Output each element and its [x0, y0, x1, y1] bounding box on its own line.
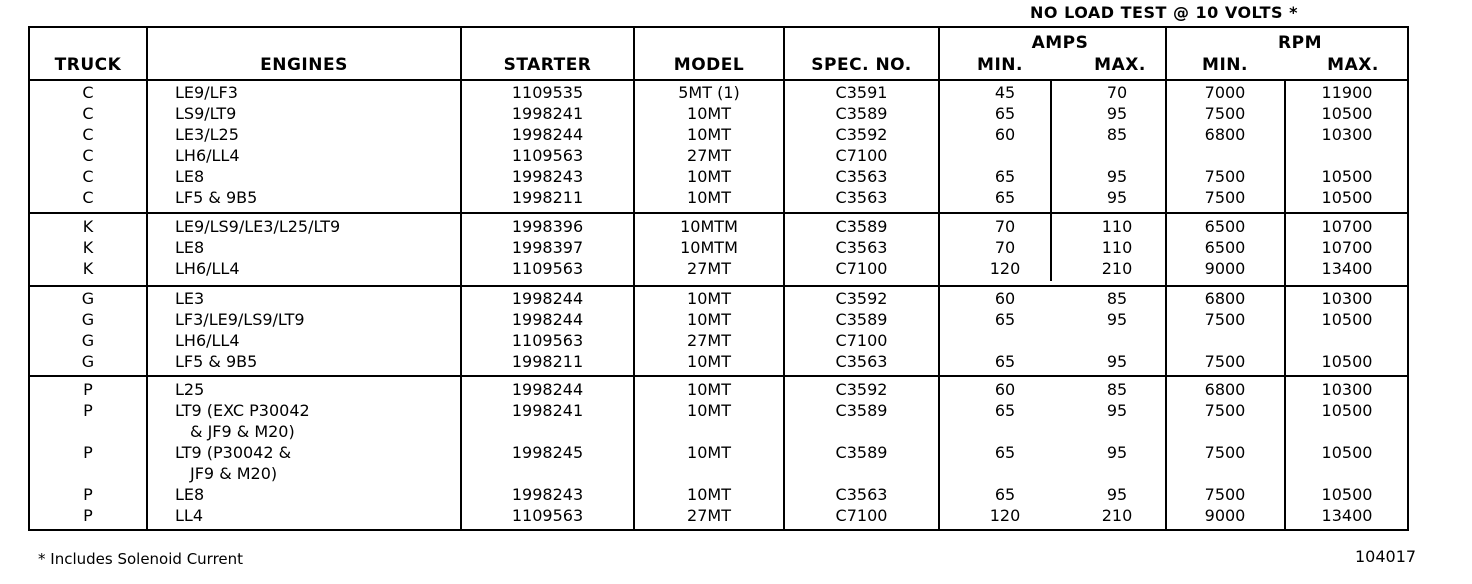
cell-model: 10MT: [687, 289, 731, 308]
cell-spec: C3589: [835, 443, 888, 462]
cell-engines: LE8: [175, 238, 205, 257]
cell-rmax: 10500: [1321, 188, 1373, 207]
cell-engines: LT9 (P30042 &: [175, 443, 292, 462]
cell-starter: 1998397: [511, 238, 584, 257]
cell-rmin: 7500: [1204, 352, 1246, 371]
cell-starter: 1998243: [511, 167, 584, 186]
cell-spec: C3589: [835, 401, 888, 420]
cell-rmax: 10500: [1321, 310, 1373, 329]
cell-rmax: 10500: [1321, 485, 1373, 504]
cell-starter: 1109563: [511, 331, 584, 350]
cell-amax: 95: [1106, 310, 1128, 329]
cell-engines: LT9 (EXC P30042: [175, 401, 310, 420]
cell-spec: C3592: [835, 289, 888, 308]
cell-rmax: 10300: [1321, 125, 1373, 144]
header-rpm-max: MAX.: [1327, 55, 1379, 75]
cell-rmax: 10700: [1321, 238, 1373, 257]
cell-engines: LE9/LS9/LE3/L25/LT9: [175, 217, 341, 236]
cell-amax: 95: [1106, 167, 1128, 186]
cell-engines-line2: & JF9 & M20): [190, 422, 295, 441]
cell-starter: 1998245: [511, 443, 584, 462]
cell-rmin: 6800: [1204, 380, 1246, 399]
cell-amax: 95: [1106, 188, 1128, 207]
cell-amin: 65: [994, 167, 1016, 186]
cell-amin: 60: [994, 380, 1016, 399]
header-rpm-min: MIN.: [1202, 55, 1248, 75]
col-divider: [146, 26, 148, 531]
cell-amax: 85: [1106, 289, 1128, 308]
cell-spec: C3589: [835, 104, 888, 123]
no-load-test-note: NO LOAD TEST @ 10 VOLTS *: [1030, 3, 1298, 22]
cell-amax: 70: [1106, 83, 1128, 102]
header-amps: AMPS: [1031, 33, 1089, 53]
cell-model: 10MT: [687, 310, 731, 329]
cell-truck: C: [82, 167, 94, 186]
cell-truck: P: [83, 380, 93, 399]
cell-spec: C3592: [835, 380, 888, 399]
cell-engines: LE3: [175, 289, 205, 308]
cell-truck: P: [83, 485, 93, 504]
cell-spec: C7100: [835, 331, 888, 350]
cell-model: 27MT: [687, 331, 731, 350]
cell-amin: 65: [994, 485, 1016, 504]
cell-engines: LL4: [175, 506, 204, 525]
header-amps-max: MAX.: [1094, 55, 1146, 75]
cell-amin: 120: [989, 259, 1021, 278]
cell-amin: 65: [994, 401, 1016, 420]
cell-spec: C3563: [835, 238, 888, 257]
cell-amax: 95: [1106, 443, 1128, 462]
cell-engines: L25: [175, 380, 205, 399]
cell-spec: C3563: [835, 167, 888, 186]
cell-model: 10MT: [687, 104, 731, 123]
cell-starter: 1998241: [511, 104, 584, 123]
cell-model: 27MT: [687, 146, 731, 165]
cell-rmin: 7500: [1204, 443, 1246, 462]
cell-spec: C3589: [835, 310, 888, 329]
cell-model: 10MTM: [680, 238, 738, 257]
cell-model: 10MT: [687, 380, 731, 399]
footnote: * Includes Solenoid Current: [38, 550, 244, 568]
cell-engines: LH6/LL4: [175, 146, 240, 165]
cell-rmin: 6800: [1204, 289, 1246, 308]
col-divider: [938, 26, 940, 531]
cell-truck: C: [82, 188, 94, 207]
cell-amin: 65: [994, 104, 1016, 123]
cell-model: 27MT: [687, 506, 731, 525]
header-spec-no: SPEC. NO.: [811, 55, 912, 75]
cell-starter: 1109563: [511, 259, 584, 278]
cell-truck: P: [83, 443, 93, 462]
cell-amin: 65: [994, 443, 1016, 462]
cell-spec: C3589: [835, 217, 888, 236]
cell-model: 10MT: [687, 188, 731, 207]
cell-amin: 45: [994, 83, 1016, 102]
cell-rmin: 7500: [1204, 188, 1246, 207]
cell-model: 10MT: [687, 167, 731, 186]
cell-truck: C: [82, 125, 94, 144]
cell-amax: 110: [1101, 217, 1133, 236]
cell-model: 10MT: [687, 485, 731, 504]
cell-amax: 85: [1106, 125, 1128, 144]
cell-amin: 60: [994, 289, 1016, 308]
cell-starter: 1998211: [511, 188, 584, 207]
cell-starter: 1109563: [511, 506, 584, 525]
cell-amin: 65: [994, 188, 1016, 207]
cell-spec: C3563: [835, 188, 888, 207]
header-starter: STARTER: [503, 55, 592, 75]
cell-rmin: 7500: [1204, 167, 1246, 186]
cell-starter: 1998244: [511, 289, 584, 308]
cell-truck: G: [81, 310, 95, 329]
cell-rmin: 9000: [1204, 259, 1246, 278]
cell-rmax: 10300: [1321, 289, 1373, 308]
cell-rmax: 10500: [1321, 443, 1373, 462]
col-divider: [1284, 80, 1286, 531]
cell-engines: LF3/LE9/LS9/LT9: [175, 310, 305, 329]
header-rpm: RPM: [1278, 33, 1322, 53]
cell-spec: C3563: [835, 485, 888, 504]
cell-rmax: 11900: [1321, 83, 1373, 102]
header-amps-min: MIN.: [977, 55, 1023, 75]
cell-amin: 120: [989, 506, 1021, 525]
cell-amin: 70: [994, 238, 1016, 257]
cell-starter: 1998244: [511, 125, 584, 144]
cell-engines: LS9/LT9: [175, 104, 237, 123]
cell-amax: 95: [1106, 352, 1128, 371]
cell-rmin: 6500: [1204, 238, 1246, 257]
group-divider: [28, 285, 1409, 287]
cell-rmax: 13400: [1321, 506, 1373, 525]
cell-engines: LE9/LF3: [175, 83, 238, 102]
cell-engines: LF5 & 9B5: [175, 188, 258, 207]
cell-truck: K: [82, 217, 94, 236]
cell-amin: 65: [994, 352, 1016, 371]
header-truck: TRUCK: [54, 55, 122, 75]
cell-model: 10MT: [687, 443, 731, 462]
cell-truck: C: [82, 104, 94, 123]
cell-amax: 85: [1106, 380, 1128, 399]
cell-engines: LE3/L25: [175, 125, 239, 144]
cell-amin: 60: [994, 125, 1016, 144]
cell-starter: 1998243: [511, 485, 584, 504]
cell-truck: C: [82, 83, 94, 102]
cell-starter: 1998244: [511, 380, 584, 399]
header-engines: ENGINES: [260, 55, 348, 75]
cell-rmax: 10500: [1321, 352, 1373, 371]
cell-spec: C7100: [835, 506, 888, 525]
cell-rmax: 10500: [1321, 401, 1373, 420]
cell-rmax: 10500: [1321, 104, 1373, 123]
cell-engines: LE8: [175, 167, 205, 186]
cell-rmax: 13400: [1321, 259, 1373, 278]
cell-spec: C3592: [835, 125, 888, 144]
cell-spec: C7100: [835, 259, 888, 278]
cell-truck: G: [81, 289, 95, 308]
cell-amin: 65: [994, 310, 1016, 329]
cell-model: 10MT: [687, 352, 731, 371]
cell-model: 10MTM: [680, 217, 738, 236]
cell-truck: P: [83, 506, 93, 525]
cell-rmax: 10500: [1321, 167, 1373, 186]
header-divider: [28, 79, 1409, 81]
cell-engines-line2: JF9 & M20): [190, 464, 278, 483]
cell-model: 27MT: [687, 259, 731, 278]
cell-model: 10MT: [687, 125, 731, 144]
group-divider: [28, 375, 1409, 377]
group-divider: [28, 212, 1409, 214]
cell-truck: G: [81, 331, 95, 350]
cell-rmin: 7500: [1204, 485, 1246, 504]
cell-rmin: 7500: [1204, 104, 1246, 123]
cell-amax: 95: [1106, 401, 1128, 420]
header-model: MODEL: [673, 55, 745, 75]
cell-engines: LH6/LL4: [175, 331, 240, 350]
cell-truck: K: [82, 238, 94, 257]
cell-rmin: 7000: [1204, 83, 1246, 102]
cell-starter: 1109563: [511, 146, 584, 165]
cell-truck: K: [82, 259, 94, 278]
cell-rmin: 9000: [1204, 506, 1246, 525]
figure-number: 104017: [1355, 547, 1417, 566]
cell-truck: G: [81, 352, 95, 371]
cell-truck: P: [83, 401, 93, 420]
cell-starter: 1998396: [511, 217, 584, 236]
cell-engines: LH6/LL4: [175, 259, 240, 278]
cell-engines: LF5 & 9B5: [175, 352, 258, 371]
cell-rmin: 7500: [1204, 310, 1246, 329]
cell-engines: LE8: [175, 485, 205, 504]
cell-model: 5MT (1): [678, 83, 740, 102]
cell-rmax: 10700: [1321, 217, 1373, 236]
cell-amax: 110: [1101, 238, 1133, 257]
cell-amax: 210: [1101, 506, 1133, 525]
cell-spec: C3591: [835, 83, 888, 102]
cell-spec: C3563: [835, 352, 888, 371]
cell-starter: 1998211: [511, 352, 584, 371]
cell-amax: 210: [1101, 259, 1133, 278]
cell-rmax: 10300: [1321, 380, 1373, 399]
cell-starter: 1109535: [511, 83, 584, 102]
cell-starter: 1998244: [511, 310, 584, 329]
cell-model: 10MT: [687, 401, 731, 420]
cell-amax: 95: [1106, 104, 1128, 123]
cell-amax: 95: [1106, 485, 1128, 504]
cell-starter: 1998241: [511, 401, 584, 420]
cell-amin: 70: [994, 217, 1016, 236]
cell-rmin: 6800: [1204, 125, 1246, 144]
cell-rmin: 6500: [1204, 217, 1246, 236]
cell-rmin: 7500: [1204, 401, 1246, 420]
cell-spec: C7100: [835, 146, 888, 165]
cell-truck: C: [82, 146, 94, 165]
